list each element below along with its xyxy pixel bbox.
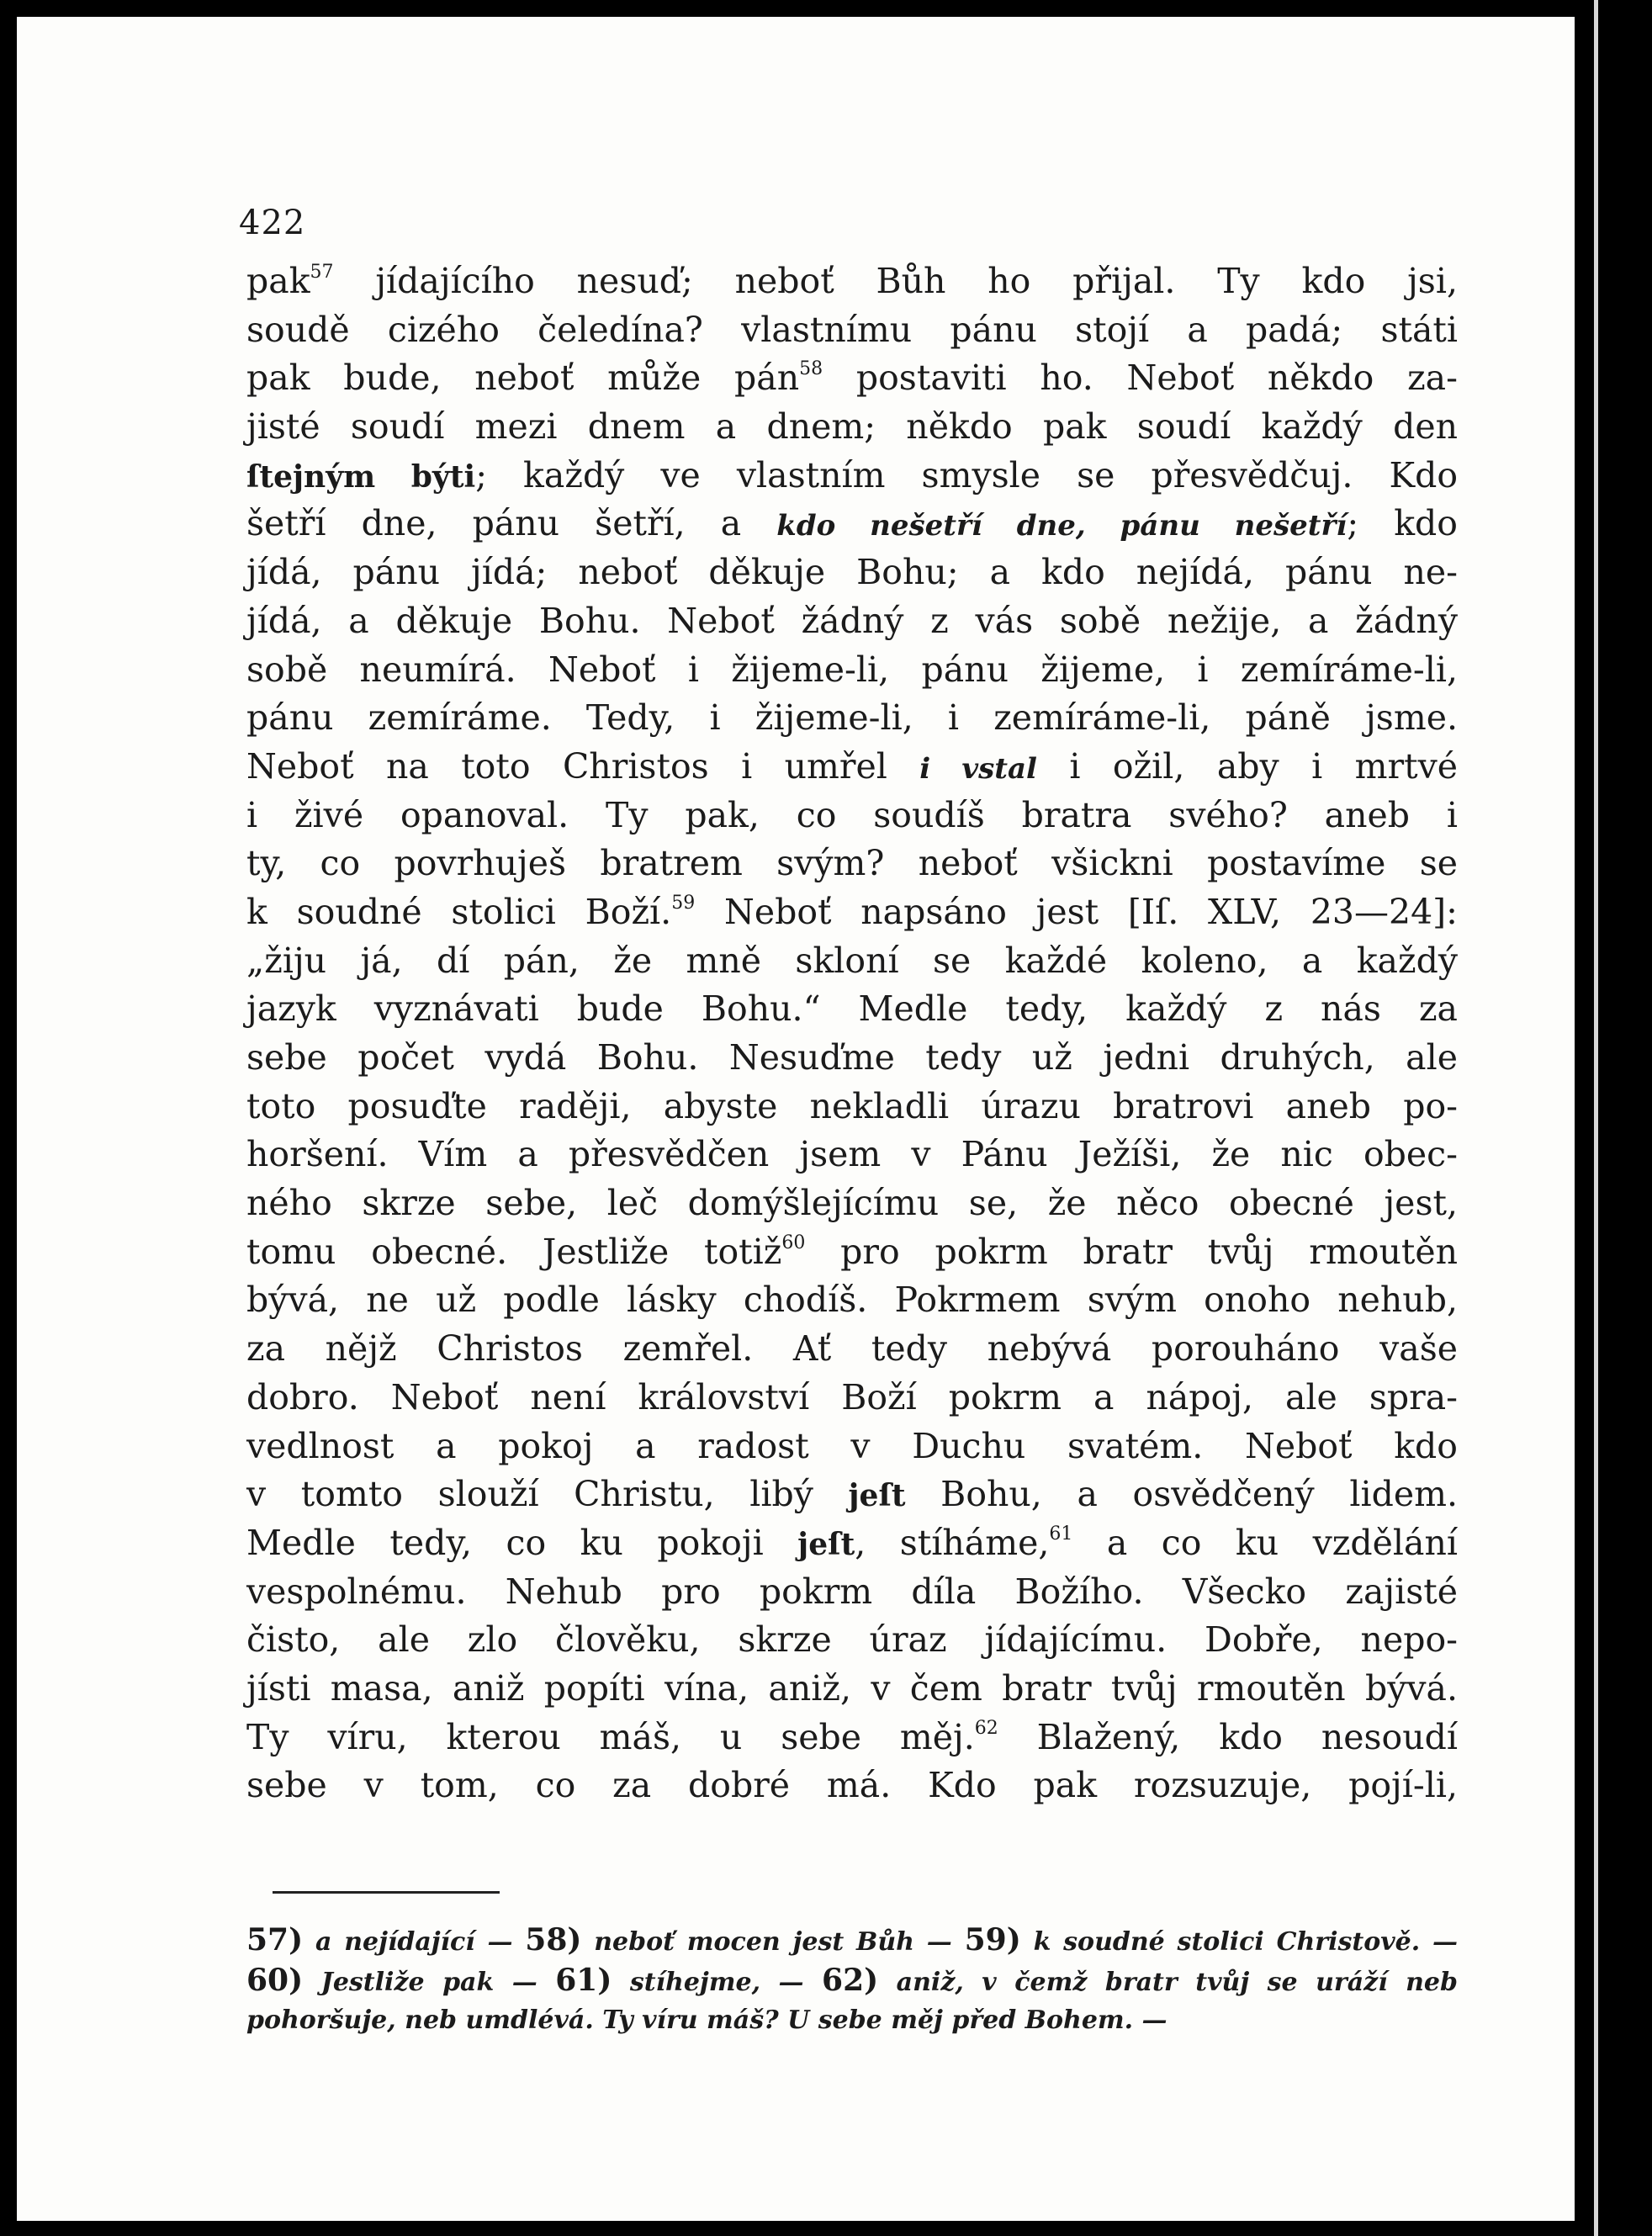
footnote-ref: 58 — [799, 358, 823, 380]
text-line — [246, 792, 1458, 840]
text-run: jídá, a děkuje Bohu. Neboť žádný z vás sobě nežije, a žádný — [246, 600, 1458, 641]
text-line — [246, 1470, 1458, 1519]
text-line — [246, 1179, 1458, 1228]
text-line — [246, 743, 1458, 792]
footnotes — [246, 1920, 1458, 2041]
text-run: Medle tedy, co ku pokoji — [246, 1522, 798, 1563]
footnote-text: pohoršuje, neb umdlévá. Ty víru máš? U sebe měj před Bohem. — — [246, 2006, 1168, 2035]
text-run: za nějž Christos zemřel. Ať tedy nebývá porouháno vaše — [246, 1328, 1458, 1370]
text-line — [246, 597, 1458, 646]
text-run: horšení. Vím a přesvědčen jsem v Pánu Ježíši, že nic obec- — [246, 1134, 1458, 1175]
text-line — [246, 1423, 1458, 1471]
text-line — [246, 1616, 1458, 1665]
text-run: i ožil, aby i mrtvé — [1036, 745, 1458, 787]
text-run: čisto, ale zlo člověku, skrze úraz jídajícímu. Dobře, nepo- — [246, 1619, 1458, 1661]
text-run: dobro. Neboť není království Boží pokrm a nápoj, ale spra- — [246, 1376, 1458, 1417]
footnote-text: Jestliže pak — — [303, 1968, 556, 1997]
text-run: a co ku vzdělání — [1072, 1522, 1458, 1563]
text-line — [246, 452, 1458, 501]
text-line — [246, 840, 1458, 888]
footnote-line — [246, 1920, 1458, 1960]
text-line — [246, 1374, 1458, 1423]
text-run: Bohu, a osvědčený lidem. — [905, 1474, 1458, 1515]
footnote-rule — [273, 1891, 500, 1894]
text-run: jídajícího nesuď; neboť Bůh ho přijal. Ty kdo jsi, — [333, 261, 1458, 301]
footnote-ref: 57 — [310, 262, 334, 283]
text-run: toto posuďte raději, abyste nekladli úrazu bratrovi aneb po- — [246, 1085, 1458, 1126]
footnote-text: stíhejme, — — [612, 1968, 823, 1997]
body-text — [246, 257, 1458, 1810]
text-line — [246, 646, 1458, 695]
footnote-line — [246, 1960, 1458, 2000]
italic-insertion: kdo nešetří dne, pánu nešetří — [776, 509, 1348, 543]
text-run: jídá, pánu jídá; neboť děkuje Bohu; a kdo nejídá, pánu ne- — [246, 552, 1458, 593]
text-run: ného skrze sebe, leč domýšlejícímu se, že něco obecné jest, — [246, 1183, 1458, 1224]
footnote-number: 58) — [525, 1922, 582, 1958]
text-run: Blažený, kdo nesoudí — [998, 1716, 1458, 1757]
text-run: i živé opanoval. Ty pak, co soudíš bratra svého? aneb i — [246, 794, 1458, 835]
footnote-text: neboť mocen jest Bůh — — [581, 1927, 965, 1957]
text-run: pak — [246, 261, 310, 301]
text-run: soudě cizého čeledína? vlastnímu pánu stojí a padá; státi — [246, 309, 1458, 350]
text-run: „žiju já, dí pán, že mně skloní se každé koleno, a každý — [246, 940, 1458, 981]
footnote-number: 57) — [246, 1922, 304, 1958]
text-run: sebe v tom, co za dobré má. Kdo pak rozsuzuje, pojí-li, — [246, 1765, 1458, 1806]
text-line — [246, 1665, 1458, 1714]
book-page — [17, 17, 1575, 2221]
text-run: postaviti ho. Neboť někdo za- — [823, 358, 1458, 399]
text-line — [246, 888, 1458, 937]
text-run: ty, co povrhuješ bratrem svým? neboť všickni postavíme se — [246, 843, 1458, 884]
footnote-text: aniž, v čemž bratr tvůj se uráží neb — [878, 1968, 1458, 1997]
text-line — [246, 257, 1458, 306]
footnote-ref: 60 — [781, 1232, 806, 1253]
text-run: ; kdo — [1347, 503, 1458, 544]
fraktur-run: ſtejným býti — [246, 458, 476, 495]
footnote-line — [246, 2000, 1458, 2041]
text-run: pánu zemíráme. Tedy, i žijeme-li, i zemíráme-li, páně jsme. — [246, 697, 1458, 739]
text-line — [246, 1568, 1458, 1617]
text-run: Neboť napsáno jest [Iſ. XLV, 23—24]: — [695, 891, 1458, 932]
text-line — [246, 548, 1458, 597]
text-run: , stíháme, — [855, 1522, 1050, 1563]
text-run: sobě neumírá. Neboť i žijeme-li, pánu žijeme, i zemíráme-li, — [246, 649, 1458, 690]
footnote-text: k soudné stolici Christově. — — [1020, 1927, 1459, 1957]
footnote-number: 60) — [246, 1963, 304, 1998]
fraktur-run: jeſt — [797, 1526, 855, 1562]
fraktur-run: jeſt — [848, 1478, 906, 1514]
footnote-number: 59) — [964, 1922, 1021, 1958]
text-line — [246, 1034, 1458, 1083]
text-run: sebe počet vydá Bohu. Nesuďme tedy už jedni druhých, ale — [246, 1037, 1458, 1078]
text-run: jazyk vyznávati bude Bohu.“ Medle tedy, každý z nás za — [246, 988, 1458, 1030]
text-line — [246, 1083, 1458, 1131]
text-line — [246, 1714, 1458, 1762]
text-run: Ty víru, kterou máš, u sebe měj. — [246, 1716, 975, 1757]
text-run: tomu obecné. Jestliže totiž — [246, 1231, 782, 1272]
footnote-ref: 61 — [1049, 1523, 1073, 1545]
scan-edge-line — [1594, 0, 1598, 2236]
footnote-ref: 59 — [671, 892, 696, 914]
footnote-number: 61) — [555, 1963, 612, 1998]
text-run: ; každý ve vlastním smysle se přesvědčuj. Kdo — [475, 454, 1459, 495]
text-run: v tomto slouží Christu, libý — [246, 1474, 849, 1515]
footnote-text: a nejídající — — [303, 1927, 526, 1957]
text-run: jisté soudí mezi dnem a dnem; někdo pak soudí každý den — [246, 406, 1458, 448]
text-line — [246, 1228, 1458, 1277]
text-run: bývá, ne už podle lásky chodíš. Pokrmem svým onoho nehub, — [246, 1280, 1458, 1321]
text-run: šetří dne, pánu šetří, a — [246, 503, 777, 544]
text-line — [246, 937, 1458, 986]
footnote-ref: 62 — [974, 1717, 998, 1739]
text-run: Neboť na toto Christos i umřel — [246, 745, 920, 787]
footnote-number: 62) — [822, 1963, 879, 1998]
text-run: vespolnému. Nehub pro pokrm díla Božího. Všecko zajisté — [246, 1571, 1458, 1612]
text-line — [246, 694, 1458, 743]
text-line — [246, 1762, 1458, 1810]
text-line — [246, 1519, 1458, 1568]
text-run: pak bude, neboť může pán — [246, 358, 800, 399]
page-number: 422 — [239, 204, 306, 242]
text-line — [246, 354, 1458, 403]
text-line — [246, 1131, 1458, 1179]
text-line — [246, 1276, 1458, 1325]
italic-insertion: i vstal — [919, 751, 1037, 786]
text-line — [246, 500, 1458, 548]
text-run: k soudné stolici Boží. — [246, 891, 672, 932]
text-line — [246, 985, 1458, 1034]
text-line — [246, 1325, 1458, 1374]
text-run: vedlnost a pokoj a radost v Duchu svatém. Neboť kdo — [246, 1425, 1458, 1466]
text-line — [246, 403, 1458, 452]
text-run: jísti masa, aniž popíti vína, aniž, v čem bratr tvůj rmoutěn bývá. — [246, 1667, 1458, 1709]
text-run: pro pokrm bratr tvůj rmoutěn — [805, 1231, 1458, 1272]
text-line — [246, 306, 1458, 355]
